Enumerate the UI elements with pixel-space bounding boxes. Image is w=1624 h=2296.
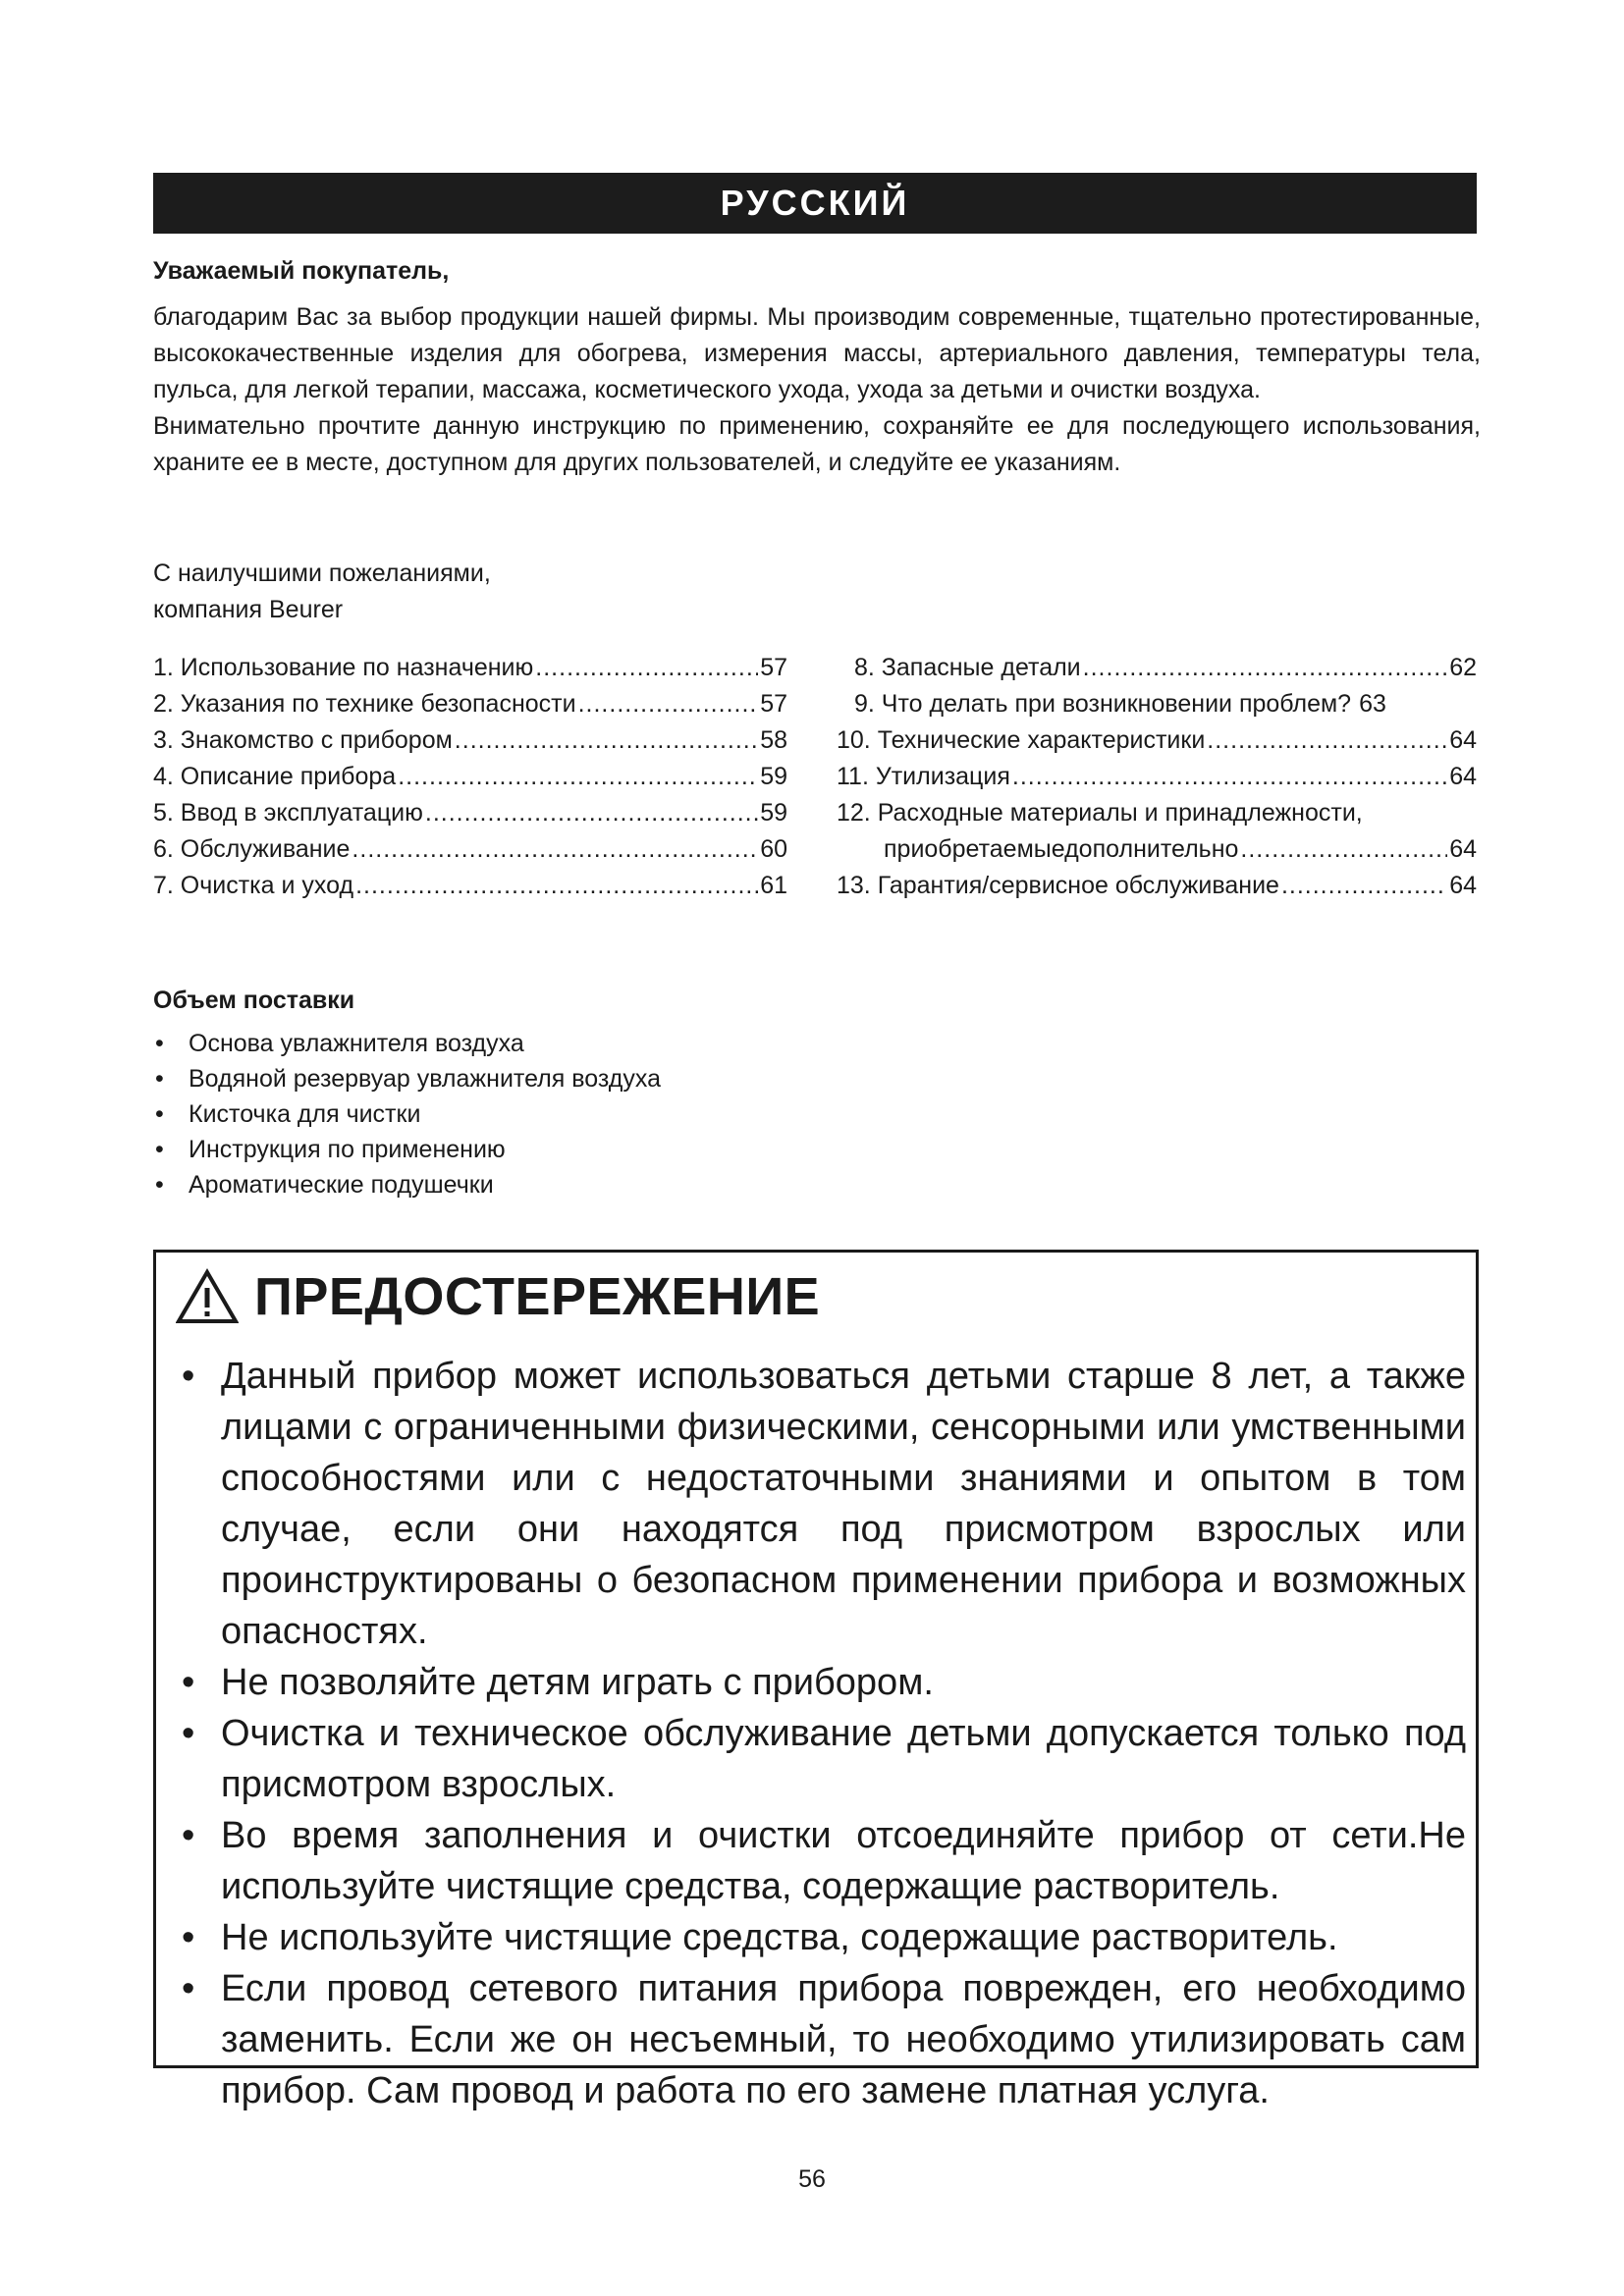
toc-entry: 5. Ввод в эксплуатацию ..... 59 <box>153 795 787 831</box>
toc-right-column <box>837 650 1477 904</box>
toc-entry: 2. Указания по технике безопасности ..... 57 <box>153 686 787 722</box>
regards <box>153 556 491 628</box>
intro-paragraph-1: благодарим Вас за выбор продукции нашей фирмы. Мы производим современные, тщательно протестированные, высококачественные изделия для обогрева, измерения массы, артериального давления, температуры тела, пульса, для легкой терапии, массажа, косметического ухода, ухода за детьми и очистки воздуха. <box>153 303 1481 403</box>
intro-paragraph-2: Внимательно прочтите данную инструкцию по применению, сохраняйте ее для последующего использования, храните ее в месте, доступном для других пользователей, и следуйте ее указаниям. <box>153 412 1481 476</box>
warning-triangle-icon <box>176 1268 239 1325</box>
warning-list <box>172 1351 1466 2116</box>
toc-entry: 1. Использование по назначению ..... 57 <box>153 650 787 686</box>
toc-entry: 11. Утилизация ..... 64 <box>837 759 1477 795</box>
supply-list <box>153 1026 661 1202</box>
list-item: • Если провод сетевого питания прибора поврежден, его необходимо заменить. Если же он несъемный, то необходимо утилизировать сам прибор. Сам провод и работа по его замене платная услуга. <box>172 1963 1466 2116</box>
list-item: • Не позволяйте детям играть с прибором. <box>172 1657 1466 1708</box>
toc-entry: 7. Очистка и уход ..... 61 <box>153 868 787 904</box>
toc-entry: 9. Что делать при возникновении проблем? 63 <box>854 690 1386 718</box>
warning-title: ПРЕДОСТЕРЕЖЕНИЕ <box>254 1267 821 1326</box>
greeting: Уважаемый покупатель, <box>153 257 450 285</box>
toc-entry: приобретаемыедополнительно ..... 64 <box>837 831 1477 868</box>
page-number: 56 <box>798 2165 826 2193</box>
toc-entry: 8. Запасные детали ..... 62 <box>837 650 1477 686</box>
list-item: • Кисточка для чистки <box>153 1096 661 1132</box>
list-item: • Очистка и техническое обслуживание детьми допускается только под присмотром взрослых. <box>172 1708 1466 1810</box>
language-header: РУССКИЙ <box>153 173 1477 234</box>
warning-header <box>176 1266 820 1327</box>
toc-entry: 4. Описание прибора ..... 59 <box>153 759 787 795</box>
list-item: • Основа увлажнителя воздуха <box>153 1026 661 1061</box>
list-item: • Ароматические подушечки <box>153 1167 661 1202</box>
list-item: • Данный прибор может использоваться детьми старше 8 лет, а также лицами с ограниченными физическими, сенсорными или умственными способностями или с недостаточными знаниями и опытом в том случае, если они находятся под присмотром взрослых или проинструктированы о безопасном применении прибора и возможных опасностях. <box>172 1351 1466 1657</box>
list-item: • Не используйте чистящие средства, содержащие растворитель. <box>172 1912 1466 1963</box>
warning-box <box>153 1250 1479 2111</box>
toc-left-column <box>153 650 787 904</box>
toc-entry: 3. Знакомство с прибором ..... 58 <box>153 722 787 759</box>
toc-entry: 13. Гарантия/сервисное обслуживание ..... 64 <box>837 868 1477 904</box>
list-item: • Водяной резервуар увлажнителя воздуха <box>153 1061 661 1096</box>
toc-entry: 6. Обслуживание ..... 60 <box>153 831 787 868</box>
list-item: • Инструкция по применению <box>153 1132 661 1167</box>
supply-title: Объем поставки <box>153 987 355 1014</box>
regards-line-2: компания Beurer <box>153 596 344 623</box>
toc-entry: 10. Технические характеристики ..... 64 <box>837 722 1477 759</box>
regards-line-1: С наилучшими пожеланиями, <box>153 560 491 587</box>
list-item: • Во время заполнения и очистки отсоединяйте прибор от сети.Не используйте чистящие средства, содержащие растворитель. <box>172 1810 1466 1912</box>
intro-text <box>153 299 1481 481</box>
toc-entry: 12. Расходные материалы и принадлежности, <box>837 799 1363 827</box>
